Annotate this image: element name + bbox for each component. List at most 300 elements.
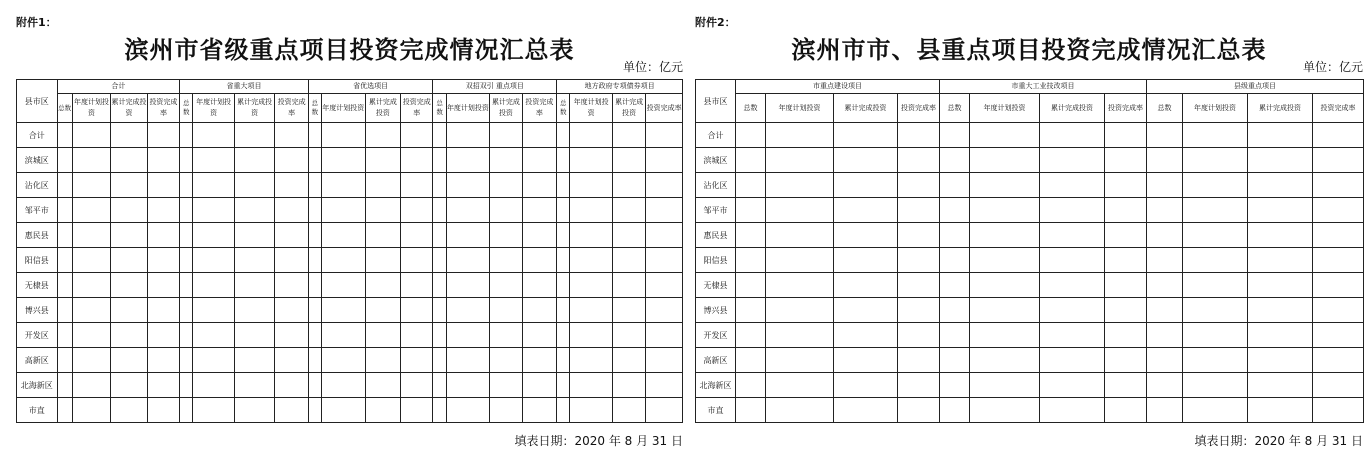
value-cell[interactable] — [433, 123, 446, 148]
value-cell[interactable] — [898, 398, 940, 423]
value-cell[interactable] — [1105, 198, 1147, 223]
value-cell[interactable] — [490, 123, 522, 148]
value-cell[interactable] — [275, 148, 308, 173]
value-cell[interactable] — [570, 173, 613, 198]
value-cell[interactable] — [57, 273, 72, 298]
value-cell[interactable] — [557, 323, 570, 348]
value-cell[interactable] — [1147, 123, 1183, 148]
value-cell[interactable] — [1183, 123, 1248, 148]
value-cell[interactable] — [612, 373, 645, 398]
value-cell[interactable] — [522, 373, 557, 398]
value-cell[interactable] — [180, 248, 193, 273]
value-cell[interactable] — [940, 123, 970, 148]
value-cell[interactable] — [646, 173, 683, 198]
value-cell[interactable] — [308, 248, 321, 273]
value-cell[interactable] — [570, 323, 613, 348]
value-cell[interactable] — [646, 248, 683, 273]
value-cell[interactable] — [736, 198, 766, 223]
value-cell[interactable] — [612, 323, 645, 348]
value-cell[interactable] — [570, 373, 613, 398]
value-cell[interactable] — [1040, 148, 1105, 173]
value-cell[interactable] — [522, 298, 557, 323]
value-cell[interactable] — [72, 173, 111, 198]
value-cell[interactable] — [147, 398, 179, 423]
value-cell[interactable] — [1313, 373, 1364, 398]
value-cell[interactable] — [57, 198, 72, 223]
value-cell[interactable] — [1040, 398, 1105, 423]
value-cell[interactable] — [365, 248, 400, 273]
value-cell[interactable] — [736, 148, 766, 173]
value-cell[interactable] — [766, 248, 834, 273]
value-cell[interactable] — [308, 173, 321, 198]
value-cell[interactable] — [490, 348, 522, 373]
value-cell[interactable] — [1147, 298, 1183, 323]
value-cell[interactable] — [557, 298, 570, 323]
value-cell[interactable] — [1040, 198, 1105, 223]
value-cell[interactable] — [522, 198, 557, 223]
value-cell[interactable] — [147, 173, 179, 198]
value-cell[interactable] — [1147, 223, 1183, 248]
value-cell[interactable] — [401, 398, 433, 423]
value-cell[interactable] — [446, 298, 490, 323]
value-cell[interactable] — [940, 298, 970, 323]
value-cell[interactable] — [1105, 323, 1147, 348]
value-cell[interactable] — [834, 348, 898, 373]
value-cell[interactable] — [970, 373, 1040, 398]
value-cell[interactable] — [557, 148, 570, 173]
value-cell[interactable] — [834, 173, 898, 198]
value-cell[interactable] — [147, 373, 179, 398]
value-cell[interactable] — [1040, 373, 1105, 398]
value-cell[interactable] — [612, 223, 645, 248]
value-cell[interactable] — [1248, 373, 1313, 398]
value-cell[interactable] — [1147, 348, 1183, 373]
value-cell[interactable] — [111, 348, 147, 373]
value-cell[interactable] — [111, 298, 147, 323]
value-cell[interactable] — [522, 273, 557, 298]
value-cell[interactable] — [322, 273, 366, 298]
value-cell[interactable] — [1040, 323, 1105, 348]
value-cell[interactable] — [193, 248, 235, 273]
value-cell[interactable] — [970, 248, 1040, 273]
value-cell[interactable] — [646, 323, 683, 348]
value-cell[interactable] — [308, 298, 321, 323]
value-cell[interactable] — [401, 148, 433, 173]
value-cell[interactable] — [57, 223, 72, 248]
value-cell[interactable] — [766, 398, 834, 423]
value-cell[interactable] — [365, 223, 400, 248]
value-cell[interactable] — [1183, 373, 1248, 398]
value-cell[interactable] — [522, 348, 557, 373]
value-cell[interactable] — [570, 223, 613, 248]
value-cell[interactable] — [1248, 198, 1313, 223]
value-cell[interactable] — [557, 248, 570, 273]
value-cell[interactable] — [72, 123, 111, 148]
value-cell[interactable] — [1040, 223, 1105, 248]
value-cell[interactable] — [612, 248, 645, 273]
value-cell[interactable] — [72, 148, 111, 173]
value-cell[interactable] — [234, 173, 275, 198]
value-cell[interactable] — [834, 223, 898, 248]
value-cell[interactable] — [736, 373, 766, 398]
value-cell[interactable] — [522, 248, 557, 273]
value-cell[interactable] — [898, 173, 940, 198]
value-cell[interactable] — [193, 398, 235, 423]
value-cell[interactable] — [433, 323, 446, 348]
value-cell[interactable] — [1183, 173, 1248, 198]
value-cell[interactable] — [365, 348, 400, 373]
value-cell[interactable] — [1313, 273, 1364, 298]
value-cell[interactable] — [522, 323, 557, 348]
value-cell[interactable] — [970, 323, 1040, 348]
value-cell[interactable] — [57, 123, 72, 148]
value-cell[interactable] — [147, 348, 179, 373]
value-cell[interactable] — [57, 323, 72, 348]
value-cell[interactable] — [1105, 398, 1147, 423]
value-cell[interactable] — [401, 323, 433, 348]
value-cell[interactable] — [970, 223, 1040, 248]
value-cell[interactable] — [72, 373, 111, 398]
value-cell[interactable] — [180, 148, 193, 173]
value-cell[interactable] — [72, 223, 111, 248]
value-cell[interactable] — [111, 323, 147, 348]
value-cell[interactable] — [1248, 248, 1313, 273]
value-cell[interactable] — [834, 148, 898, 173]
value-cell[interactable] — [180, 273, 193, 298]
value-cell[interactable] — [1183, 348, 1248, 373]
value-cell[interactable] — [322, 373, 366, 398]
value-cell[interactable] — [180, 298, 193, 323]
value-cell[interactable] — [557, 123, 570, 148]
value-cell[interactable] — [1105, 348, 1147, 373]
value-cell[interactable] — [147, 223, 179, 248]
value-cell[interactable] — [401, 348, 433, 373]
value-cell[interactable] — [433, 273, 446, 298]
value-cell[interactable] — [433, 373, 446, 398]
value-cell[interactable] — [1147, 248, 1183, 273]
value-cell[interactable] — [970, 148, 1040, 173]
value-cell[interactable] — [898, 123, 940, 148]
value-cell[interactable] — [275, 323, 308, 348]
value-cell[interactable] — [1248, 348, 1313, 373]
value-cell[interactable] — [180, 198, 193, 223]
value-cell[interactable] — [834, 323, 898, 348]
value-cell[interactable] — [275, 298, 308, 323]
value-cell[interactable] — [365, 148, 400, 173]
value-cell[interactable] — [970, 198, 1040, 223]
value-cell[interactable] — [308, 223, 321, 248]
value-cell[interactable] — [1040, 173, 1105, 198]
value-cell[interactable] — [72, 348, 111, 373]
value-cell[interactable] — [570, 123, 613, 148]
value-cell[interactable] — [446, 173, 490, 198]
value-cell[interactable] — [834, 273, 898, 298]
value-cell[interactable] — [193, 198, 235, 223]
value-cell[interactable] — [365, 123, 400, 148]
value-cell[interactable] — [766, 348, 834, 373]
value-cell[interactable] — [1313, 123, 1364, 148]
value-cell[interactable] — [1248, 123, 1313, 148]
value-cell[interactable] — [147, 248, 179, 273]
value-cell[interactable] — [557, 198, 570, 223]
value-cell[interactable] — [834, 373, 898, 398]
value-cell[interactable] — [1105, 173, 1147, 198]
value-cell[interactable] — [736, 323, 766, 348]
value-cell[interactable] — [490, 148, 522, 173]
value-cell[interactable] — [898, 223, 940, 248]
value-cell[interactable] — [1248, 223, 1313, 248]
value-cell[interactable] — [72, 323, 111, 348]
value-cell[interactable] — [322, 248, 366, 273]
value-cell[interactable] — [1147, 323, 1183, 348]
value-cell[interactable] — [940, 273, 970, 298]
value-cell[interactable] — [234, 348, 275, 373]
value-cell[interactable] — [111, 248, 147, 273]
value-cell[interactable] — [147, 323, 179, 348]
value-cell[interactable] — [72, 398, 111, 423]
value-cell[interactable] — [646, 198, 683, 223]
value-cell[interactable] — [570, 198, 613, 223]
value-cell[interactable] — [766, 198, 834, 223]
value-cell[interactable] — [446, 398, 490, 423]
value-cell[interactable] — [401, 223, 433, 248]
value-cell[interactable] — [111, 273, 147, 298]
value-cell[interactable] — [490, 248, 522, 273]
value-cell[interactable] — [234, 148, 275, 173]
value-cell[interactable] — [433, 348, 446, 373]
value-cell[interactable] — [1313, 223, 1364, 248]
value-cell[interactable] — [1105, 273, 1147, 298]
value-cell[interactable] — [1183, 398, 1248, 423]
value-cell[interactable] — [308, 348, 321, 373]
value-cell[interactable] — [646, 298, 683, 323]
value-cell[interactable] — [834, 298, 898, 323]
value-cell[interactable] — [766, 223, 834, 248]
value-cell[interactable] — [72, 273, 111, 298]
value-cell[interactable] — [490, 223, 522, 248]
value-cell[interactable] — [490, 398, 522, 423]
value-cell[interactable] — [557, 173, 570, 198]
value-cell[interactable] — [322, 298, 366, 323]
value-cell[interactable] — [446, 323, 490, 348]
value-cell[interactable] — [1183, 198, 1248, 223]
value-cell[interactable] — [1040, 123, 1105, 148]
value-cell[interactable] — [646, 148, 683, 173]
value-cell[interactable] — [612, 148, 645, 173]
value-cell[interactable] — [736, 223, 766, 248]
value-cell[interactable] — [446, 148, 490, 173]
value-cell[interactable] — [401, 123, 433, 148]
value-cell[interactable] — [1040, 298, 1105, 323]
value-cell[interactable] — [1105, 298, 1147, 323]
value-cell[interactable] — [365, 323, 400, 348]
value-cell[interactable] — [1313, 148, 1364, 173]
value-cell[interactable] — [570, 348, 613, 373]
value-cell[interactable] — [72, 298, 111, 323]
value-cell[interactable] — [111, 123, 147, 148]
value-cell[interactable] — [1147, 148, 1183, 173]
value-cell[interactable] — [736, 398, 766, 423]
value-cell[interactable] — [147, 298, 179, 323]
value-cell[interactable] — [111, 373, 147, 398]
value-cell[interactable] — [1248, 173, 1313, 198]
value-cell[interactable] — [446, 273, 490, 298]
value-cell[interactable] — [1183, 248, 1248, 273]
value-cell[interactable] — [646, 373, 683, 398]
value-cell[interactable] — [193, 348, 235, 373]
value-cell[interactable] — [72, 198, 111, 223]
value-cell[interactable] — [570, 248, 613, 273]
value-cell[interactable] — [308, 123, 321, 148]
value-cell[interactable] — [365, 398, 400, 423]
value-cell[interactable] — [275, 348, 308, 373]
value-cell[interactable] — [1248, 148, 1313, 173]
value-cell[interactable] — [522, 148, 557, 173]
value-cell[interactable] — [111, 198, 147, 223]
value-cell[interactable] — [234, 298, 275, 323]
value-cell[interactable] — [180, 123, 193, 148]
value-cell[interactable] — [234, 398, 275, 423]
value-cell[interactable] — [57, 398, 72, 423]
value-cell[interactable] — [646, 348, 683, 373]
value-cell[interactable] — [1248, 323, 1313, 348]
value-cell[interactable] — [308, 398, 321, 423]
value-cell[interactable] — [970, 173, 1040, 198]
value-cell[interactable] — [898, 148, 940, 173]
value-cell[interactable] — [570, 148, 613, 173]
value-cell[interactable] — [180, 223, 193, 248]
value-cell[interactable] — [308, 273, 321, 298]
value-cell[interactable] — [193, 123, 235, 148]
value-cell[interactable] — [940, 348, 970, 373]
value-cell[interactable] — [970, 398, 1040, 423]
value-cell[interactable] — [1105, 148, 1147, 173]
value-cell[interactable] — [970, 123, 1040, 148]
value-cell[interactable] — [940, 248, 970, 273]
value-cell[interactable] — [970, 298, 1040, 323]
value-cell[interactable] — [57, 373, 72, 398]
value-cell[interactable] — [1313, 348, 1364, 373]
value-cell[interactable] — [147, 123, 179, 148]
value-cell[interactable] — [1313, 248, 1364, 273]
value-cell[interactable] — [570, 298, 613, 323]
value-cell[interactable] — [557, 273, 570, 298]
value-cell[interactable] — [234, 323, 275, 348]
value-cell[interactable] — [193, 273, 235, 298]
value-cell[interactable] — [612, 123, 645, 148]
value-cell[interactable] — [490, 198, 522, 223]
value-cell[interactable] — [234, 223, 275, 248]
value-cell[interactable] — [1040, 348, 1105, 373]
value-cell[interactable] — [1313, 398, 1364, 423]
value-cell[interactable] — [834, 123, 898, 148]
value-cell[interactable] — [234, 198, 275, 223]
value-cell[interactable] — [1183, 273, 1248, 298]
value-cell[interactable] — [1147, 273, 1183, 298]
value-cell[interactable] — [1040, 248, 1105, 273]
value-cell[interactable] — [940, 398, 970, 423]
value-cell[interactable] — [180, 348, 193, 373]
value-cell[interactable] — [898, 273, 940, 298]
value-cell[interactable] — [433, 248, 446, 273]
value-cell[interactable] — [898, 323, 940, 348]
value-cell[interactable] — [365, 273, 400, 298]
value-cell[interactable] — [1248, 298, 1313, 323]
value-cell[interactable] — [234, 373, 275, 398]
value-cell[interactable] — [490, 323, 522, 348]
value-cell[interactable] — [898, 348, 940, 373]
value-cell[interactable] — [940, 173, 970, 198]
value-cell[interactable] — [275, 398, 308, 423]
value-cell[interactable] — [898, 298, 940, 323]
value-cell[interactable] — [275, 198, 308, 223]
value-cell[interactable] — [180, 373, 193, 398]
value-cell[interactable] — [234, 248, 275, 273]
value-cell[interactable] — [322, 198, 366, 223]
value-cell[interactable] — [766, 173, 834, 198]
value-cell[interactable] — [275, 273, 308, 298]
value-cell[interactable] — [1313, 198, 1364, 223]
value-cell[interactable] — [193, 173, 235, 198]
value-cell[interactable] — [736, 298, 766, 323]
value-cell[interactable] — [522, 123, 557, 148]
value-cell[interactable] — [940, 148, 970, 173]
value-cell[interactable] — [446, 373, 490, 398]
value-cell[interactable] — [898, 248, 940, 273]
value-cell[interactable] — [970, 348, 1040, 373]
value-cell[interactable] — [57, 173, 72, 198]
value-cell[interactable] — [275, 173, 308, 198]
value-cell[interactable] — [1313, 298, 1364, 323]
value-cell[interactable] — [736, 173, 766, 198]
value-cell[interactable] — [570, 273, 613, 298]
value-cell[interactable] — [433, 148, 446, 173]
value-cell[interactable] — [1147, 373, 1183, 398]
value-cell[interactable] — [766, 273, 834, 298]
value-cell[interactable] — [898, 373, 940, 398]
value-cell[interactable] — [57, 348, 72, 373]
value-cell[interactable] — [365, 298, 400, 323]
value-cell[interactable] — [193, 298, 235, 323]
value-cell[interactable] — [57, 298, 72, 323]
value-cell[interactable] — [401, 273, 433, 298]
value-cell[interactable] — [1313, 173, 1364, 198]
value-cell[interactable] — [111, 173, 147, 198]
value-cell[interactable] — [834, 248, 898, 273]
value-cell[interactable] — [1147, 198, 1183, 223]
value-cell[interactable] — [365, 373, 400, 398]
value-cell[interactable] — [446, 248, 490, 273]
value-cell[interactable] — [1313, 323, 1364, 348]
value-cell[interactable] — [522, 223, 557, 248]
value-cell[interactable] — [522, 398, 557, 423]
value-cell[interactable] — [1147, 173, 1183, 198]
value-cell[interactable] — [490, 298, 522, 323]
value-cell[interactable] — [365, 173, 400, 198]
value-cell[interactable] — [570, 398, 613, 423]
value-cell[interactable] — [433, 198, 446, 223]
value-cell[interactable] — [1183, 223, 1248, 248]
value-cell[interactable] — [1105, 123, 1147, 148]
value-cell[interactable] — [1248, 273, 1313, 298]
value-cell[interactable] — [766, 148, 834, 173]
value-cell[interactable] — [490, 373, 522, 398]
value-cell[interactable] — [322, 173, 366, 198]
value-cell[interactable] — [446, 123, 490, 148]
value-cell[interactable] — [612, 173, 645, 198]
value-cell[interactable] — [401, 198, 433, 223]
value-cell[interactable] — [766, 298, 834, 323]
